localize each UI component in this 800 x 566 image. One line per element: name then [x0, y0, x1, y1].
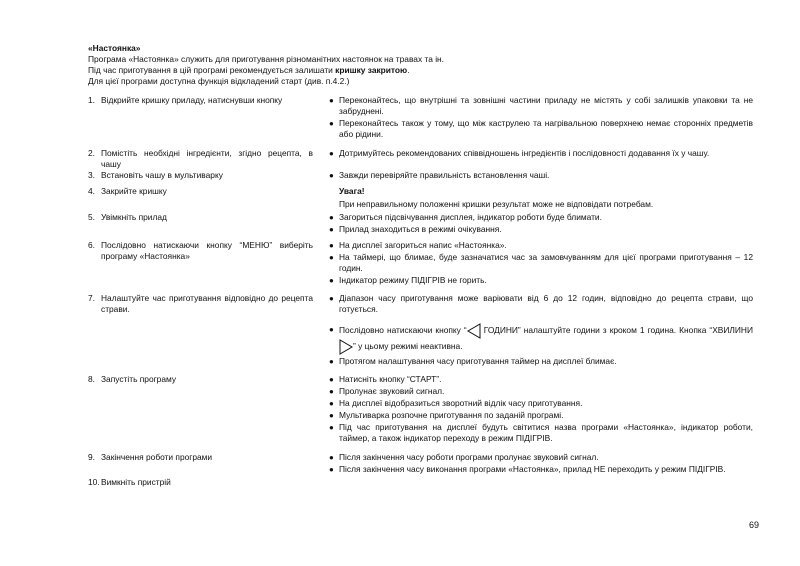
note-text: Переконайтесь, що внутрішні та зовнішні частини приладу не містять у собі залишків упаковки та не забруднені.: [339, 95, 753, 116]
warning-text: При неправильному положенні кришки результат може не відповідати потребам.: [339, 199, 654, 209]
note-item: [329, 118, 753, 140]
step-text: Закрийте кришку: [101, 186, 167, 196]
bullet-icon: ●: [329, 119, 334, 128]
step-number: 8.: [88, 374, 95, 384]
bullet-icon: ●: [329, 453, 334, 462]
step-text: Запустіть програму: [101, 374, 177, 384]
step-9-notes: [329, 452, 753, 476]
step-text: Закінчення роботи програми: [101, 452, 213, 462]
step-text: Вимкніть пристрій: [101, 477, 171, 487]
note-text: Натисніть кнопку “СТАРТ”.: [339, 374, 442, 384]
note-text: Прилад знаходиться в режимі очікування.: [339, 224, 502, 234]
bullet-icon: ●: [329, 465, 334, 474]
step-number: 5.: [88, 212, 95, 222]
note-text: Індикатор режиму ПІДІГРІВ не горить.: [339, 275, 487, 285]
note-item: [329, 356, 753, 367]
bullet-icon: ●: [329, 241, 334, 250]
step-number: 10.: [88, 477, 100, 487]
step-5: [88, 212, 313, 223]
note-text: На дисплеї відобразиться зворотний відлік часу приготування.: [339, 398, 583, 408]
step-2-notes: [329, 148, 753, 160]
note-item: [329, 224, 753, 235]
note-text-middle: ГОДИНИ” налаштуйте години з кроком 1 година. Кнопка “ХВИЛИНИ: [480, 325, 753, 336]
bullet-icon: ●: [329, 375, 334, 384]
step-number: 7.: [88, 293, 95, 303]
intro-line-2: [88, 65, 748, 76]
step-text: Помістіть необхідні інгредієнти, згідно рецепта, в чашу: [101, 148, 313, 169]
triangle-left-icon: [467, 323, 481, 339]
note-text: На дисплеї загориться напис «Настоянка».: [339, 240, 507, 250]
note-item: [329, 95, 753, 117]
step-7: [88, 293, 313, 315]
intro-line-3: Для цієї програми доступна функція відкладений старт (див. п.4.2.): [88, 76, 350, 86]
note-item: [329, 386, 753, 397]
step-4: [88, 186, 313, 197]
note-item: [329, 452, 753, 463]
note-item: [329, 170, 753, 181]
step-6-notes: [329, 240, 753, 287]
warning-title: Увага!: [339, 186, 365, 196]
step-1: [88, 95, 313, 106]
note-text: Завжди перевіряйте правильність встановлення чаші.: [339, 170, 550, 180]
note-item: [329, 398, 753, 409]
step-4-notes: [329, 186, 753, 210]
section-title: «Настоянка»: [88, 43, 141, 53]
bullet-icon: ●: [329, 96, 334, 105]
bullet-icon: ●: [329, 423, 334, 432]
bullet-icon: ●: [329, 387, 334, 396]
step-text: Встановіть чашу в мультиварку: [101, 170, 223, 180]
note-text: Переконайтесь також у тому, що між каструлею та нагрівальною поверхнею немає сторонніх предметів або рідини.: [339, 118, 753, 139]
step-number: 6.: [88, 240, 95, 250]
intro-line-2-end: .: [407, 65, 410, 75]
step-9: [88, 452, 313, 463]
bullet-icon: ●: [329, 357, 334, 366]
note-text: Пролунає звуковий сигнал.: [339, 386, 445, 396]
step-1-notes: [329, 95, 753, 141]
note-item: [329, 240, 753, 251]
note-item: [329, 464, 753, 475]
bullet-icon: ●: [329, 171, 334, 180]
note-item: [329, 410, 753, 421]
intro-line-2-bold: кришку закритою: [335, 65, 408, 75]
note-text: Під час приготування на дисплеї будуть світитися назва програми «Настоянка», індикатор роботи, таймер, а також індикатор переходу в режим ПІДІГРІВ.: [339, 422, 753, 443]
step-3-notes: [329, 170, 753, 182]
intro-line-1: Програма «Настоянка» служить для приготування різноманітних настоянок на травах та ін.: [88, 54, 445, 64]
note-text: [339, 323, 753, 355]
step-number: 2.: [88, 148, 95, 158]
bullet-icon: ●: [329, 411, 334, 420]
intro-line-2-start: Під час приготування в цій програмі рекомендується залишати: [88, 65, 336, 75]
triangle-right-icon: [339, 339, 353, 355]
note-item: [329, 275, 753, 286]
note-item: [329, 252, 753, 274]
note-item: [329, 374, 753, 385]
note-item: [329, 148, 753, 159]
step-text: Послідовно натискаючи кнопку “МЕНЮ” виберіть програму «Настоянка»: [101, 240, 313, 261]
step-3: [88, 170, 313, 181]
bullet-icon: ●: [329, 276, 334, 285]
step-number: 9.: [88, 452, 95, 462]
note-text: Після закінчення часу роботи програми пролунає звуковий сигнал.: [339, 452, 599, 462]
note-text: На таймері, що блимає, буде зазначатися час за замовчуванням для цієї програми приготування – 12 годин.: [339, 252, 753, 273]
note-text-start: Послідовно натискаючи кнопку “: [339, 325, 467, 336]
note-text-end: ” у цьому режимі неактивна.: [353, 341, 463, 352]
bullet-icon: ●: [329, 213, 334, 222]
bullet-icon: ●: [329, 399, 334, 408]
note-item: [329, 422, 753, 444]
bullet-icon: ●: [329, 294, 334, 303]
page-number: 69: [749, 520, 760, 530]
note-text: Загориться підсвічування дисплея, індикатор роботи буде блимати.: [339, 212, 602, 222]
step-6: [88, 240, 313, 262]
step-text: Відкрийте кришку приладу, натиснувши кнопку: [101, 95, 283, 105]
step-10: [88, 477, 313, 488]
note-text: Протягом налаштування часу приготування таймер на дисплеї блимає.: [339, 356, 617, 366]
note-text: Після закінчення часу виконання програми «Настоянка», прилад НЕ переходить у режим ПІДІГРІВ.: [339, 464, 726, 474]
step-2: [88, 148, 313, 170]
step-number: 3.: [88, 170, 95, 180]
bullet-icon: ●: [329, 225, 334, 234]
note-text: Мультиварка розпочне приготування по заданій програмі.: [339, 410, 564, 420]
note-item: [329, 293, 753, 315]
step-text: Увімкніть прилад: [101, 212, 167, 222]
step-8: [88, 374, 313, 385]
note-item: [329, 212, 753, 223]
bullet-icon: ●: [329, 325, 334, 334]
step-number: 1.: [88, 95, 95, 105]
note-text: Дотримуйтесь рекомендованих співвідношень інгредієнтів і послідовності додавання їх у чашу.: [339, 148, 710, 158]
bullet-icon: ●: [329, 149, 334, 158]
step-text: Налаштуйте час приготування відповідно до рецепта страви.: [101, 293, 313, 314]
step-number: 4.: [88, 186, 95, 196]
intro: [88, 43, 748, 87]
note-text: Діапазон часу приготування може варіювати від 6 до 12 годин, відповідно до рецепта страви, що готується.: [339, 293, 753, 314]
note-item: [329, 323, 753, 355]
step-8-notes: [329, 374, 753, 445]
step-7-notes: [329, 293, 753, 368]
bullet-icon: ●: [329, 253, 334, 262]
step-5-notes: [329, 212, 753, 236]
